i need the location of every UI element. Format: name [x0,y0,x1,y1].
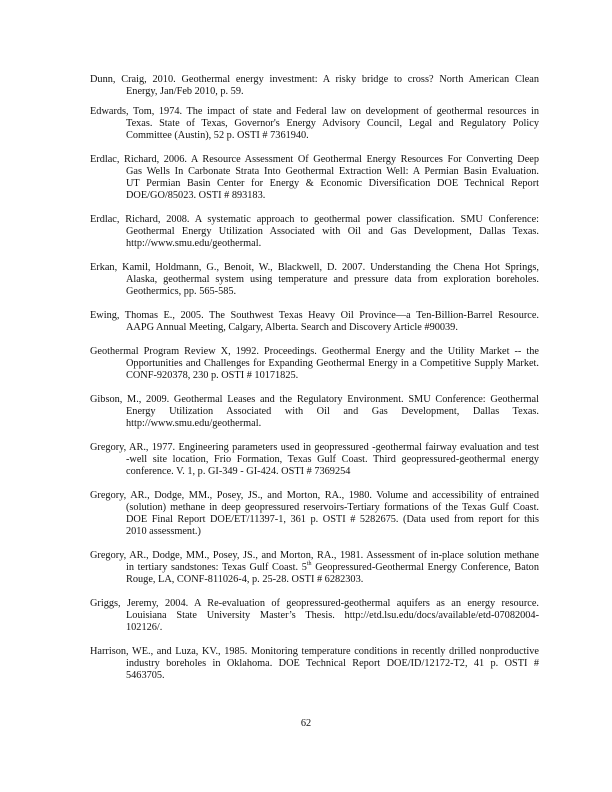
reference-entry [90,154,539,202]
reference-entry [90,490,539,538]
reference-line: Geothermics, pp. 565-585. [126,286,237,297]
reference-line: Opportunities and Challenges for Expanding Geothermal Energy in a Competitive Supply Market. [126,358,539,369]
reference-line: Gregory, AR., 1977. Engineering parameters used in geopressured -geothermal fairway evaluation and test [90,442,539,453]
page-number: 62 [300,718,312,729]
reference-entry [90,646,539,682]
reference-entry [90,550,539,586]
reference-line: Committee (Austin), 52 p. OSTI # 7361940. [126,130,309,141]
reference-line: (solution) methane in deep geopressured reservoirs-Tertiary formations of the Texas Gulf Coast. [126,502,539,513]
reference-entry [90,346,539,382]
reference-entry [90,262,539,298]
reference-line: Alaska, geothermal system using temperature and pressure data from exploration boreholes. [126,274,539,285]
reference-entry [90,74,539,98]
reference-line: DOE Final Report DOE/ET/11397-1, 361 p. OSTI # 5282675. (Data used from report for this [126,514,539,525]
reference-line: Geothermal Energy Utilization Associated with Oil and Gas Development, Dallas Texas. [126,226,539,237]
reference-line: AAPG Annual Meeting, Calgary, Alberta. Search and Discovery Article #90039. [126,322,458,333]
reference-line: Ewing, Thomas E., 2005. The Southwest Texas Heavy Oil Province—a Ten-Billion-Barrel Resource. [90,310,539,321]
reference-line: Erdlac, Richard, 2008. A systematic approach to geothermal power classification. SMU Conference: [90,214,539,225]
reference-line: Rouge, LA, CONF-811026-4, p. 25-28. OSTI # 6282303. [126,574,364,585]
reference-entry [90,214,539,250]
reference-line: http://www.smu.edu/geothermal. [126,418,262,429]
reference-entry [90,442,539,478]
reference-line: DOE/GO/85023. OSTI # 893183. [126,190,266,201]
reference-line: Gregory, AR., Dodge, MM., Posey, JS., and Morton, RA., 1981. Assessment of in-place solution methane [90,550,539,561]
reference-line: Texas. State of Texas, Governor's Energy Advisory Council, Legal and Regulatory Policy [126,118,539,129]
reference-line: Energy, Jan/Feb 2010, p. 59. [126,86,244,97]
reference-entry [90,310,539,334]
reference-line: 102126/. [126,622,163,633]
reference-line: 2010 assessment.) [126,526,201,537]
reference-line: Louisiana State University Master’s Thesis. http://etd.lsu.edu/docs/available/etd-07082004- [126,610,539,621]
reference-entry [90,598,539,634]
reference-line: http://www.smu.edu/geothermal. [126,238,262,249]
reference-line: Gas Wells In Carbonate Strata Into Geothermal Extraction Well: A Permian Basin Evaluation. [126,166,539,177]
reference-line: UT Permian Basin Center for Energy & Economic Diversification DOE Technical Report [126,178,539,189]
reference-line: 5463705. [126,670,165,681]
reference-line: CONF-920378, 230 p. OSTI # 10171825. [126,370,299,381]
reference-line: Energy Utilization Associated with Oil and Gas Development, Dallas Texas. [126,406,539,417]
reference-line: conference. V. 1, p. GI-349 - GI-424. OSTI # 7369254 [126,466,351,477]
reference-line: Edwards, Tom, 1974. The impact of state and Federal law on development of geothermal resources in [90,106,539,117]
reference-line: Gregory, AR., Dodge, MM., Posey, JS., and Morton, RA., 1980. Volume and accessibility of entrained [90,490,539,501]
reference-line: industry boreholes in Oklahoma. DOE Technical Report DOE/ID/12172-T2, 41 p. OSTI # [126,658,539,669]
reference-entry [90,106,539,142]
reference-line: Harrison, WE., and Luza, KV., 1985. Monitoring temperature conditions in recently drilled nonproductive [90,646,539,657]
reference-line: Erdlac, Richard, 2006. A Resource Assessment Of Geothermal Energy Resources For Converting Deep [90,154,539,165]
reference-line: in tertiary sandstones: Texas Gulf Coast. 5th Geopressured-Geothermal Energy Conference, Baton [126,561,539,573]
reference-line: Dunn, Craig, 2010. Geothermal energy investment: A risky bridge to cross? North American Clean [90,74,539,85]
reference-line: Griggs, Jeremy, 2004. A Re-evaluation of geopressured-geothermal aquifers as an energy resource. [90,598,539,609]
superscript: th [306,561,312,567]
reference-line: Erkan, Kamil, Holdmann, G., Benoit, W., Blackwell, D. 2007. Understanding the Chena Hot Springs, [90,262,539,273]
reference-entry [90,394,539,430]
reference-line: -well site location, Frio Formation, Texas Gulf Coast. Third geopressured-geothermal energy [126,454,539,465]
reference-line: Gibson, M., 2009. Geothermal Leases and the Regulatory Environment. SMU Conference: Geothermal [90,394,539,405]
reference-line: Geothermal Program Review X, 1992. Proceedings. Geothermal Energy and the Utility Market -- the [90,346,539,357]
